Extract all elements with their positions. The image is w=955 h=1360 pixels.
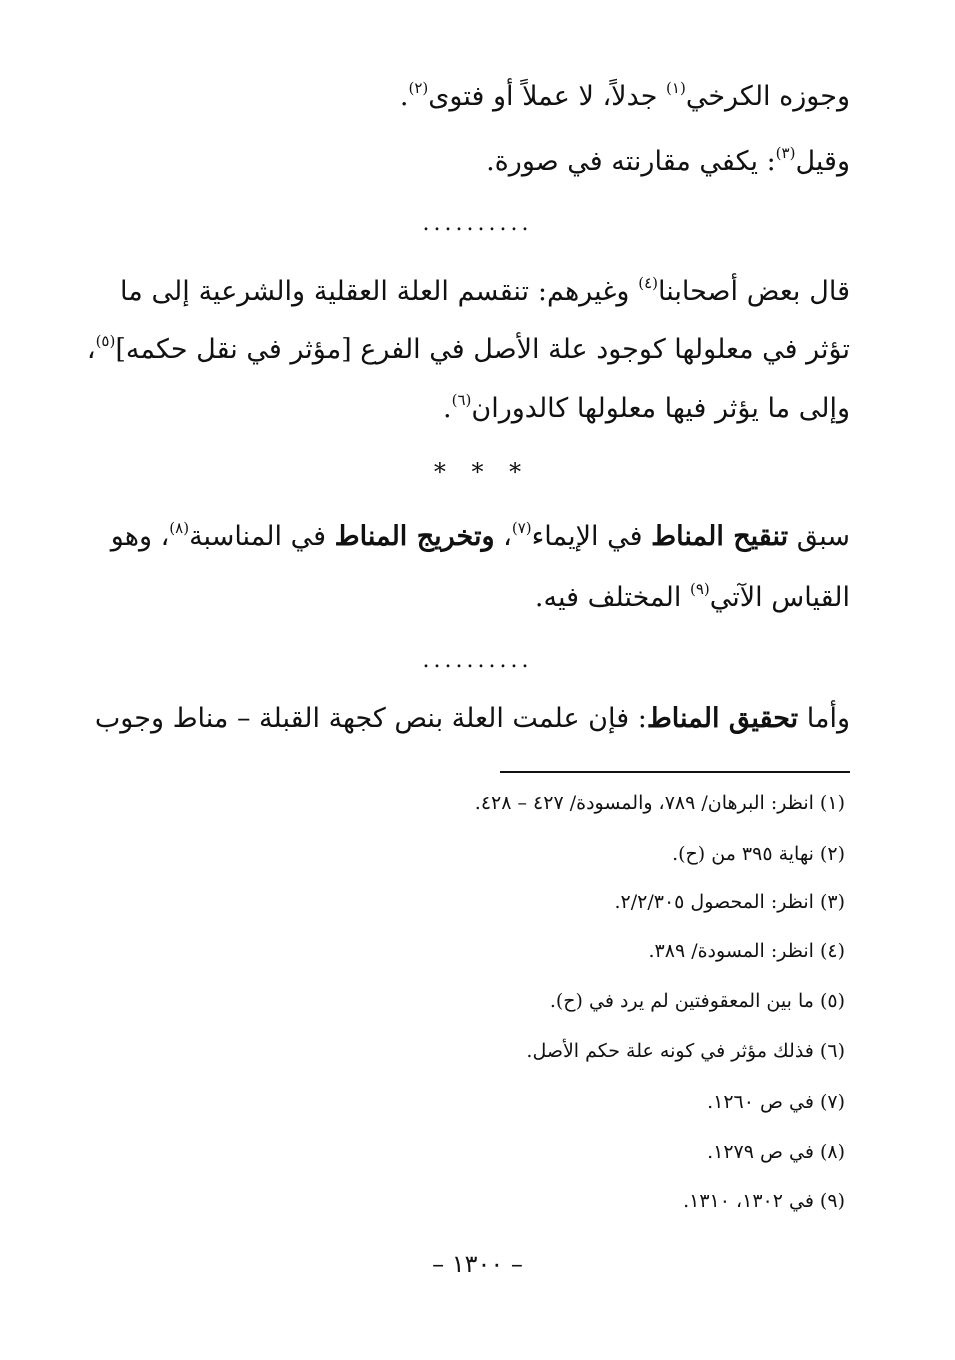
section-separator-stars: * * *	[433, 458, 522, 486]
text-segment: القياس الآتي	[709, 582, 850, 613]
text-segment: وإلى ما يؤثر فيها معلولها كالدوران	[471, 393, 850, 424]
section-separator-dots: ..........	[422, 648, 533, 673]
text-segment: في الإيماء	[531, 521, 652, 552]
footnote-1: (١) انظر: البرهان/ ٧٨٩، والمسودة/ ٤٢٧ – ٤٢٨.	[474, 792, 845, 814]
paragraph-2-line-2	[534, 580, 850, 613]
text-segment: .	[399, 81, 409, 112]
text-segment: قال بعض أصحابنا	[658, 276, 850, 307]
text-segment: ،	[494, 521, 512, 552]
text-segment: : فإن علمت العلة بنص كجهة القبلة – مناط وجوب	[94, 703, 647, 734]
footnote-ref-5[interactable]: (٥)	[95, 332, 116, 350]
footnote-6: (٦) فذلك مؤثر في كونه علة حكم الأصل.	[526, 1040, 845, 1062]
footnote-ref-2[interactable]: (٢)	[408, 79, 429, 97]
text-segment: المختلف فيه.	[534, 582, 690, 613]
paragraph-1-line-1	[120, 274, 850, 307]
paragraph-1-line-2	[86, 332, 850, 365]
bold-term: وتخريج المناط	[334, 521, 495, 552]
paragraph-1-line-3	[442, 391, 850, 424]
footnote-ref-1[interactable]: (١)	[666, 79, 686, 97]
section-separator-dots: ..........	[422, 211, 533, 236]
text-line-1	[399, 79, 850, 112]
footnote-9: (٩) في ١٣٠٢، ١٣١٠.	[683, 1190, 845, 1212]
footnote-ref-4[interactable]: (٤)	[638, 274, 658, 292]
footnote-7: (٧) في ص ١٢٦٠.	[707, 1091, 845, 1113]
footnote-2: (٢) نهاية ٣٩٥ من (ح).	[672, 843, 845, 865]
text-segment: سبق	[788, 521, 850, 552]
text-segment: : يكفي مقارنته في صورة.	[486, 146, 776, 177]
text-segment: .	[442, 393, 452, 424]
text-segment: وقيل	[795, 146, 850, 177]
footnote-3: (٣) انظر: المحصول ٢/٢/٣٠٥.	[614, 891, 845, 913]
footnote-ref-9[interactable]: (٩)	[689, 580, 710, 598]
footnote-4: (٤) انظر: المسودة/ ٣٨٩.	[648, 940, 845, 962]
bold-term: تنقيح المناط	[651, 521, 789, 552]
text-segment: جدلاً، لا عملاً أو فتوى	[428, 81, 667, 112]
text-segment: ،	[86, 334, 96, 365]
paragraph-2-line-1	[110, 519, 850, 552]
footnote-8: (٨) في ص ١٢٧٩.	[707, 1141, 845, 1163]
text-segment: وأما	[798, 703, 850, 734]
footnote-ref-7[interactable]: (٧)	[511, 519, 532, 537]
footnote-ref-8[interactable]: (٨)	[169, 519, 190, 537]
text-segment: وجوزه الكرخي	[685, 81, 850, 112]
text-segment: وغيرهم: تنقسم العلة العقلية والشرعية إلى ما	[120, 276, 639, 307]
footnote-ref-6[interactable]: (٦)	[451, 391, 472, 409]
footnote-ref-3[interactable]: (٣)	[775, 144, 796, 162]
page-number: – ١٣٠٠ –	[432, 1250, 523, 1278]
footnote-divider	[500, 771, 850, 773]
text-segment: ، وهو	[110, 521, 170, 552]
text-segment: تؤثر في معلولها كوجود علة الأصل في الفرع [مؤثر في نقل حكمه]	[115, 334, 850, 365]
paragraph-3-line-1	[94, 703, 850, 734]
footnote-5: (٥) ما بين المعقوفتين لم يرد في (ح).	[549, 990, 845, 1012]
text-segment: في المناسبة	[189, 521, 335, 552]
text-line-2	[486, 144, 850, 177]
bold-term: تحقيق المناط	[646, 703, 799, 734]
